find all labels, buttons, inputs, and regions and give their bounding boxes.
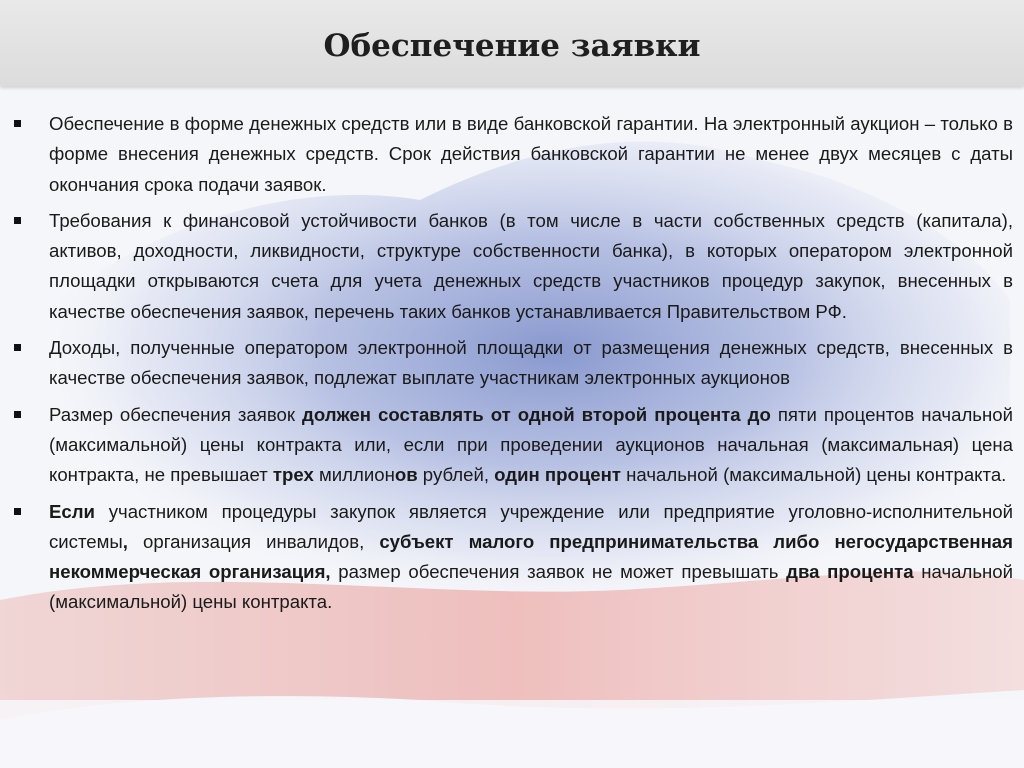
bullet-text: Размер обеспечения заявок	[49, 403, 303, 425]
bullet-item	[14, 333, 1013, 394]
bullet-text: Требования к финансовой устойчивости банков (в том числе в части собственных средств (капитала), активов, доходности, ликвидности, структуре собственности банка), в которых оператором электронной площадки открываются счета для учета денежных средств участников процедур закупок, внесенных в качестве обеспечения заявок, перечень таких банков устанавливается Правительством РФ.	[49, 209, 1013, 322]
bullet-text: начальной (максимальной) цены контракта.	[620, 464, 1007, 486]
bullet-bold-text: ов	[394, 464, 418, 486]
bullet-bold-text: Если	[49, 500, 95, 522]
bullet-item	[14, 497, 1013, 618]
square-bullet-icon	[14, 120, 21, 127]
bullet-item	[14, 109, 1013, 200]
square-bullet-icon	[14, 217, 21, 224]
bullet-text: участником процедуры закупок является учреждение или предприятие уголовно-исполнительной системы	[49, 500, 1013, 552]
bullet-text: Обеспечение в форме денежных средств или в виде банковской гарантии. На электронный аукцион – только в форме внесения денежных средств. Срок действия банковской гарантии не менее двух месяцев с даты окончания срока подачи заявок.	[49, 113, 1013, 195]
square-bullet-icon	[14, 411, 21, 418]
bullet-text: организация инвалидов,	[127, 530, 380, 552]
title-bar	[0, 0, 1024, 86]
slide-title: Обеспечение заявки	[323, 28, 701, 64]
bullet-text: пяти процентов начальной (максимальной) цены контракта или, если при проведении аукционов начальная (максимальная) цена контракта, не превышает	[49, 403, 1013, 486]
bullet-item	[14, 206, 1013, 327]
bullet-bold-text: трех	[272, 464, 314, 486]
bullet-text: начальной (максимальной) цены контракта.	[49, 561, 1014, 613]
bullet-bold-text: ,	[122, 530, 128, 552]
bullet-bold-text: субъект малого предпринимательства либо негосударственная некоммерческая организация,	[49, 530, 1013, 583]
bullet-bold-text: один процент	[494, 464, 621, 486]
bullet-item	[14, 400, 1013, 491]
bullet-text: Доходы, полученные оператором электронной площадки от размещения денежных средств, внесенных в качестве обеспечения заявок, подлежат выплате участникам электронных аукционов	[49, 337, 1013, 389]
square-bullet-icon	[14, 344, 21, 351]
bullet-text: миллион	[313, 464, 395, 486]
square-bullet-icon	[14, 508, 21, 515]
bullet-text: рублей,	[417, 464, 495, 486]
bullet-bold-text: должен составлять от одной второй процента до	[302, 403, 771, 425]
bullet-bold-text: два процента	[786, 561, 914, 583]
bullet-text: размер обеспечения заявок не может превышать	[330, 561, 787, 583]
bullet-list	[14, 109, 1013, 624]
